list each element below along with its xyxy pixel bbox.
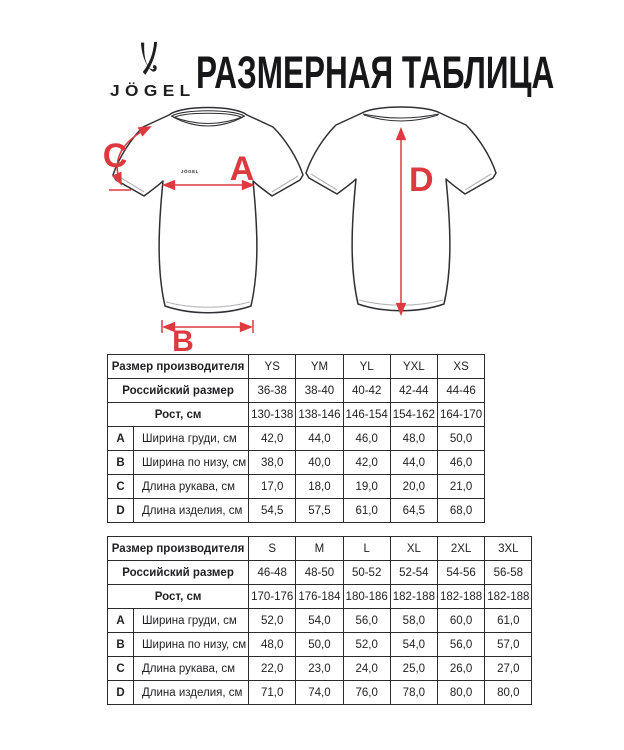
value-cell: 80,0 bbox=[485, 681, 532, 705]
value-cell: 68,0 bbox=[437, 499, 484, 523]
header-row-label: Размер производителя bbox=[108, 355, 249, 379]
size-cell: 44-46 bbox=[437, 379, 484, 403]
value-cell: 61,0 bbox=[343, 499, 390, 523]
size-cell: 154-162 bbox=[390, 403, 437, 427]
value-cell: 50,0 bbox=[296, 633, 343, 657]
size-cell: 3XL bbox=[485, 537, 532, 561]
measure-arrow-b bbox=[162, 320, 253, 353]
size-cell: 138-146 bbox=[296, 403, 343, 427]
measure-label: Длина рукава, см bbox=[134, 475, 249, 499]
measure-label: Ширина груди, см bbox=[134, 609, 249, 633]
value-cell: 54,5 bbox=[249, 499, 296, 523]
value-cell: 54,0 bbox=[390, 633, 437, 657]
header-row bbox=[108, 403, 485, 427]
size-cell: 56-58 bbox=[485, 561, 532, 585]
size-cell: XS bbox=[437, 355, 484, 379]
measure-label: Ширина по низу, см bbox=[134, 451, 249, 475]
measure-label: Длина изделия, см bbox=[134, 681, 249, 705]
value-cell: 76,0 bbox=[343, 681, 390, 705]
youth-size-table-wrap bbox=[107, 354, 485, 523]
adult-size-table bbox=[107, 536, 532, 705]
size-cell: 46-48 bbox=[249, 561, 296, 585]
value-cell: 57,5 bbox=[296, 499, 343, 523]
chest-brand-text: JÖGEL bbox=[181, 169, 199, 174]
value-cell: 46,0 bbox=[437, 451, 484, 475]
size-cell: YM bbox=[296, 355, 343, 379]
value-cell: 54,0 bbox=[296, 609, 343, 633]
size-cell: 176-184 bbox=[296, 585, 343, 609]
value-cell: 23,0 bbox=[296, 657, 343, 681]
measure-label-b: B bbox=[172, 325, 194, 353]
size-cell: 54-56 bbox=[437, 561, 484, 585]
value-cell: 61,0 bbox=[485, 609, 532, 633]
size-cell: YL bbox=[343, 355, 390, 379]
measure-label-a: A bbox=[229, 150, 255, 188]
measure-key: D bbox=[108, 499, 134, 523]
value-cell: 64,5 bbox=[390, 499, 437, 523]
value-cell: 21,0 bbox=[437, 475, 484, 499]
value-cell: 56,0 bbox=[437, 633, 484, 657]
measure-row bbox=[108, 633, 532, 657]
size-cell: 38-40 bbox=[296, 379, 343, 403]
value-cell: 78,0 bbox=[390, 681, 437, 705]
size-cell: 182-188 bbox=[390, 585, 437, 609]
measure-row bbox=[108, 681, 532, 705]
measure-row bbox=[108, 499, 485, 523]
value-cell: 60,0 bbox=[437, 609, 484, 633]
value-cell: 74,0 bbox=[296, 681, 343, 705]
measure-label: Длина изделия, см bbox=[134, 499, 249, 523]
value-cell: 20,0 bbox=[390, 475, 437, 499]
value-cell: 48,0 bbox=[249, 633, 296, 657]
measure-label: Длина рукава, см bbox=[134, 657, 249, 681]
chest-logo bbox=[181, 153, 199, 174]
measure-arrow-a bbox=[164, 150, 254, 188]
size-cell: 2XL bbox=[437, 537, 484, 561]
size-cell: S bbox=[249, 537, 296, 561]
header-row bbox=[108, 585, 532, 609]
youth-size-table bbox=[107, 354, 485, 523]
value-cell: 71,0 bbox=[249, 681, 296, 705]
measure-row bbox=[108, 451, 485, 475]
size-cell: YXL bbox=[390, 355, 437, 379]
measure-key: A bbox=[108, 427, 134, 451]
value-cell: 27,0 bbox=[485, 657, 532, 681]
measure-label: Ширина по низу, см bbox=[134, 633, 249, 657]
measure-arrow-d bbox=[401, 129, 434, 314]
size-cell: 36-38 bbox=[249, 379, 296, 403]
header-row-label: Размер производителя bbox=[108, 537, 249, 561]
value-cell: 46,0 bbox=[343, 427, 390, 451]
value-cell: 38,0 bbox=[249, 451, 296, 475]
header-row-label: Российский размер bbox=[108, 379, 249, 403]
value-cell: 18,0 bbox=[296, 475, 343, 499]
measure-key: C bbox=[108, 657, 134, 681]
size-diagram bbox=[82, 103, 552, 353]
page-title: РАЗМЕРНАЯ ТАБЛИЦА bbox=[196, 47, 555, 98]
value-cell: 80,0 bbox=[437, 681, 484, 705]
header-row bbox=[108, 537, 532, 561]
size-cell: 164-170 bbox=[437, 403, 484, 427]
header-row-label: Российский размер bbox=[108, 561, 249, 585]
measure-label-d: D bbox=[409, 161, 434, 199]
value-cell: 44,0 bbox=[296, 427, 343, 451]
value-cell: 52,0 bbox=[249, 609, 296, 633]
size-cell: L bbox=[343, 537, 390, 561]
size-cell: 182-188 bbox=[485, 585, 532, 609]
measure-key: B bbox=[108, 451, 134, 475]
size-cell: 180-186 bbox=[343, 585, 390, 609]
brand-emblem-icon bbox=[138, 39, 160, 80]
measure-row bbox=[108, 475, 485, 499]
size-cell: 50-52 bbox=[343, 561, 390, 585]
header-row bbox=[108, 561, 532, 585]
header-row bbox=[108, 379, 485, 403]
value-cell: 19,0 bbox=[343, 475, 390, 499]
front-shirt-outline bbox=[113, 108, 303, 313]
size-cell: 52-54 bbox=[390, 561, 437, 585]
measure-label: Ширина груди, см bbox=[134, 427, 249, 451]
value-cell: 40,0 bbox=[296, 451, 343, 475]
value-cell: 52,0 bbox=[343, 633, 390, 657]
size-cell: 42-44 bbox=[390, 379, 437, 403]
value-cell: 17,0 bbox=[249, 475, 296, 499]
size-cell: 40-42 bbox=[343, 379, 390, 403]
size-cell: 182-188 bbox=[437, 585, 484, 609]
value-cell: 24,0 bbox=[343, 657, 390, 681]
size-cell: YS bbox=[249, 355, 296, 379]
value-cell: 26,0 bbox=[437, 657, 484, 681]
measure-row bbox=[108, 609, 532, 633]
adult-size-table-wrap bbox=[107, 536, 532, 705]
measure-key: C bbox=[108, 475, 134, 499]
value-cell: 50,0 bbox=[437, 427, 484, 451]
measure-key: D bbox=[108, 681, 134, 705]
value-cell: 48,0 bbox=[390, 427, 437, 451]
value-cell: 25,0 bbox=[390, 657, 437, 681]
value-cell: 58,0 bbox=[390, 609, 437, 633]
size-cell: 48-50 bbox=[296, 561, 343, 585]
measure-row bbox=[108, 427, 485, 451]
size-cell: 170-176 bbox=[249, 585, 296, 609]
size-cell: M bbox=[296, 537, 343, 561]
header-row bbox=[108, 355, 485, 379]
brand-name: JÖGEL bbox=[110, 83, 196, 100]
measure-label-c: C bbox=[102, 137, 128, 175]
size-cell: 130-138 bbox=[249, 403, 296, 427]
measure-row bbox=[108, 657, 532, 681]
measure-key: A bbox=[108, 609, 134, 633]
value-cell: 42,0 bbox=[249, 427, 296, 451]
size-cell: 146-154 bbox=[343, 403, 390, 427]
value-cell: 57,0 bbox=[485, 633, 532, 657]
header-row-label: Рост, см bbox=[108, 403, 249, 427]
front-shirt bbox=[113, 108, 303, 313]
value-cell: 22,0 bbox=[249, 657, 296, 681]
value-cell: 42,0 bbox=[343, 451, 390, 475]
value-cell: 56,0 bbox=[343, 609, 390, 633]
header-row-label: Рост, см bbox=[108, 585, 249, 609]
measure-key: B bbox=[108, 633, 134, 657]
size-cell: XL bbox=[390, 537, 437, 561]
value-cell: 44,0 bbox=[390, 451, 437, 475]
